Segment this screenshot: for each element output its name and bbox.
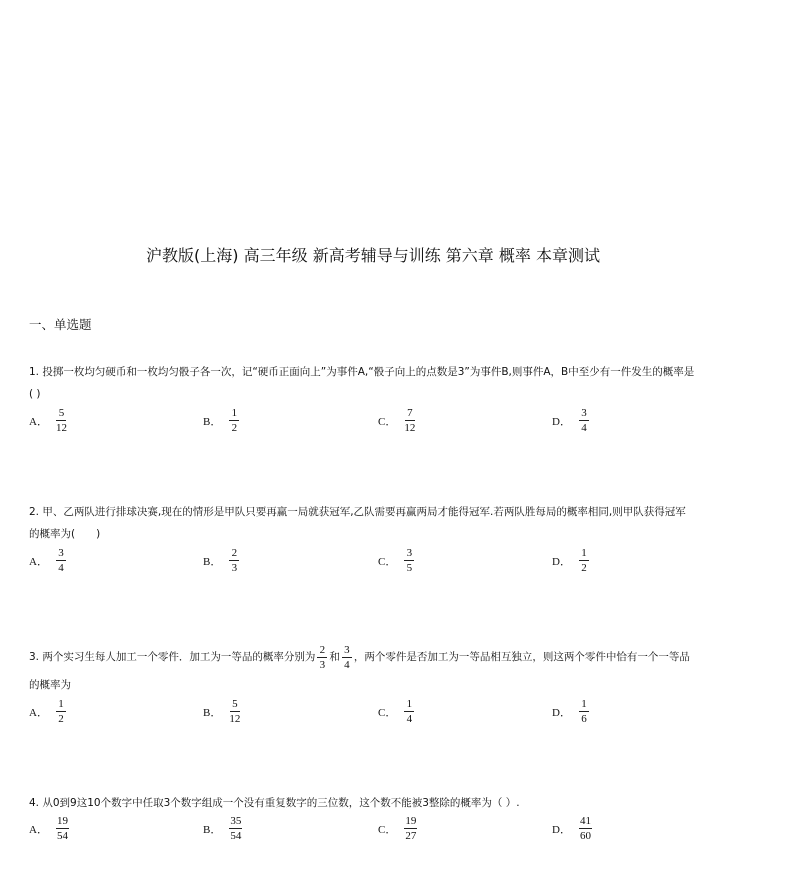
- question-3-text-line1: [29, 642, 690, 672]
- question-4-option-c[interactable]: [378, 815, 417, 842]
- inline-fraction-three-quarters: $\frac{3}{4}$: [342, 644, 352, 671]
- question-2-option-d[interactable]: [552, 547, 589, 574]
- option-fraction: $\frac{3}{5}$: [404, 547, 414, 574]
- option-label: A．: [29, 555, 48, 568]
- question-1-text-line2: ( ): [29, 388, 41, 400]
- question-3-text-part2: 和: [329, 651, 340, 663]
- question-4-text-line1: 4. 从0到9这10个数字中任取3个数字组成一个没有重复数字的三位数，这个数不能被3整除的概率为（ ）.: [29, 797, 520, 809]
- question-1-text-line1: 1. 投掷一枚均匀硬币和一枚均匀骰子各一次，记“硬币正面向上”为事件A,“骰子向上的点数是3”为事件B,则事件A，B中至少有一件发生的概率是: [29, 366, 695, 378]
- option-fraction: $\frac{1}{6}$: [579, 698, 589, 725]
- question-2-option-b[interactable]: [203, 547, 239, 574]
- question-2-option-c[interactable]: [378, 547, 414, 574]
- option-fraction: $\frac{1}{2}$: [56, 698, 66, 725]
- option-label: C．: [378, 823, 397, 836]
- question-3-text-part1: 3. 两个实习生每人加工一个零件．加工为一等品的概率分别为: [29, 651, 316, 663]
- option-fraction: $\frac{7}{12}$: [404, 407, 416, 434]
- question-3-text-part3: ，两个零件是否加工为一等品相互独立，则这两个零件中恰有一个一等品: [353, 651, 690, 663]
- option-fraction: $\frac{3}{4}$: [56, 547, 66, 574]
- document-title: 沪教版(上海) 高三年级 新高考辅导与训练 第六章 概率 本章测试: [146, 246, 600, 265]
- option-label: B．: [203, 415, 222, 428]
- question-4-option-b[interactable]: [203, 815, 242, 842]
- question-4-option-a[interactable]: [29, 815, 69, 842]
- option-fraction: $\frac{3}{4}$: [579, 407, 589, 434]
- option-label: B．: [203, 823, 222, 836]
- option-fraction: $\frac{1}{4}$: [404, 698, 414, 725]
- option-label: C．: [378, 555, 397, 568]
- option-fraction: $\frac{5}{12}$: [229, 698, 241, 725]
- question-3-option-b[interactable]: [203, 698, 240, 725]
- option-fraction: $\frac{41}{60}$: [579, 815, 591, 842]
- option-label: C．: [378, 706, 397, 719]
- option-label: C．: [378, 415, 397, 428]
- question-3-option-a[interactable]: [29, 698, 66, 725]
- option-fraction: $\frac{1}{2}$: [579, 547, 589, 574]
- option-label: B．: [203, 706, 222, 719]
- section-heading: 一、单选题: [29, 317, 92, 332]
- question-3-option-c[interactable]: [378, 698, 414, 725]
- option-fraction: $\frac{19}{54}$: [56, 815, 68, 842]
- option-fraction: $\frac{35}{54}$: [230, 815, 242, 842]
- option-label: D．: [552, 415, 571, 428]
- option-label: A．: [29, 415, 48, 428]
- inline-fraction-two-thirds: $\frac{2}{3}$: [317, 644, 327, 671]
- option-fraction: $\frac{19}{27}$: [405, 815, 417, 842]
- question-4-option-d[interactable]: [552, 815, 592, 842]
- option-label: B．: [203, 555, 222, 568]
- option-label: D．: [552, 706, 571, 719]
- option-fraction: $\frac{2}{3}$: [229, 547, 239, 574]
- question-2-option-a[interactable]: [29, 547, 66, 574]
- question-1-option-d[interactable]: [552, 407, 589, 434]
- question-3-option-d[interactable]: [552, 698, 589, 725]
- question-1-option-a[interactable]: [29, 407, 67, 434]
- option-label: D．: [552, 823, 571, 836]
- question-2-text-line1: 2. 甲、乙两队进行排球决赛,现在的情形是甲队只要再赢一局就获冠军,乙队需要再赢两局才能得冠军.若两队胜每局的概率相同,则甲队获得冠军: [29, 506, 686, 518]
- option-fraction: $\frac{1}{2}$: [229, 407, 239, 434]
- question-1-option-c[interactable]: [378, 407, 415, 434]
- option-label: A．: [29, 823, 48, 836]
- option-label: D．: [552, 555, 571, 568]
- option-fraction: $\frac{5}{12}$: [55, 407, 67, 434]
- question-2-text-line2: 的概率为( ): [29, 528, 101, 540]
- question-1-option-b[interactable]: [203, 407, 239, 434]
- option-label: A．: [29, 706, 48, 719]
- question-3-text-line2: 的概率为: [29, 679, 71, 691]
